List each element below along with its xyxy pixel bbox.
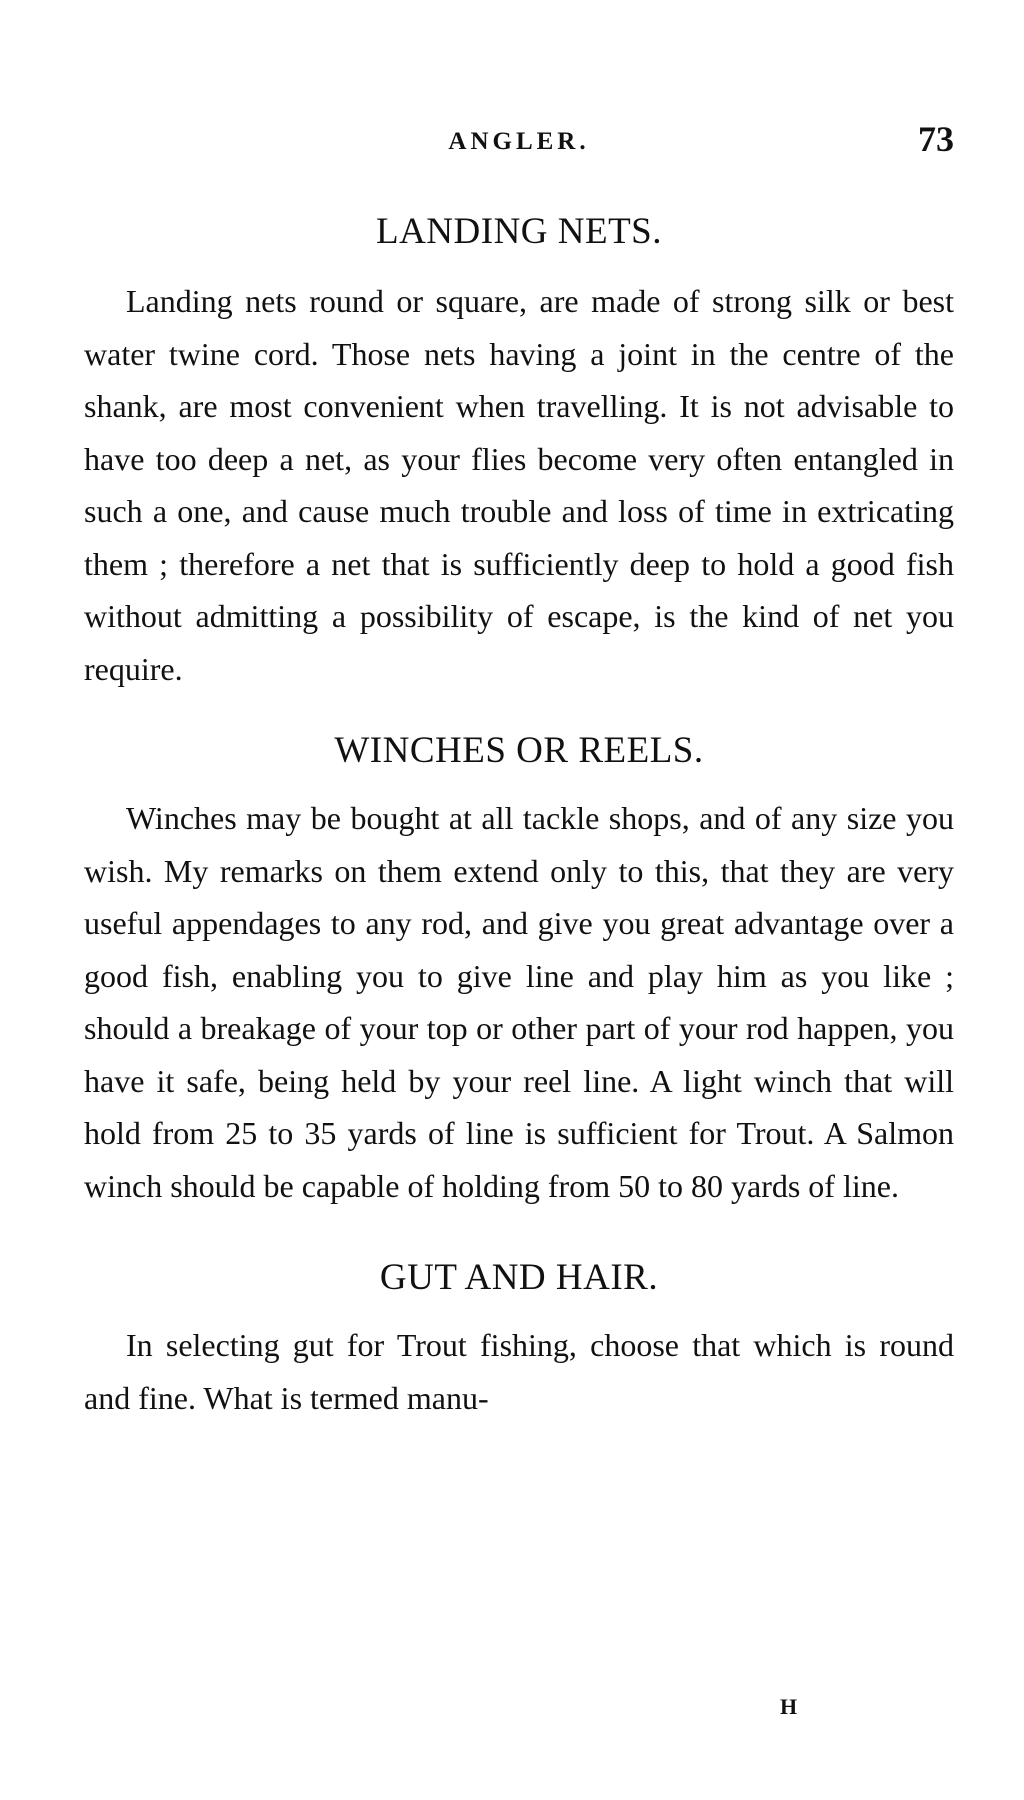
section-gut-and-hair [84, 1256, 954, 1424]
running-head [84, 118, 954, 168]
running-title: ANGLER. [448, 128, 590, 155]
section-heading: WINCHES OR REELS. [334, 730, 704, 771]
section-landing-nets [84, 210, 954, 695]
section-winches-or-reels [84, 729, 954, 1212]
page-number: 73 [918, 119, 954, 159]
section-paragraph: Winches may be bought at all tackle shops, and of any size you wish. My remarks on them extend only to this, that they are very useful appendages to any rod, and give you great advantage over a good fish, enabling you to give line and play him as you like ; should a breakage of your top or other part of your rod happen, you have it safe, being held by your reel line. A light winch that will hold from 25 to 35 yards of line is sufficient for Trout. A Salmon winch should be capable of holding from 50 to 80 yards of line. [84, 800, 954, 1204]
section-paragraph: Landing nets round or square, are made of strong silk or best water twine cord. Those nets having a joint in the centre of the shank, are most convenient when travelling. It is not advisable to have too deep a net, as your flies become very often entangled in such a one, and cause much trouble and loss of time in extricating them ; therefore a net that is sufficiently deep to hold a good fish without admitting a possibility of escape, is the kind of net you require. [84, 283, 954, 687]
signature-mark: H [780, 1694, 799, 1719]
section-heading: LANDING NETS. [375, 211, 663, 252]
section-paragraph: In selecting gut for Trout fishing, choose that which is round and fine. What is termed manu- [84, 1327, 954, 1416]
section-heading: GUT AND HAIR. [379, 1257, 659, 1298]
body-text [84, 210, 954, 1424]
